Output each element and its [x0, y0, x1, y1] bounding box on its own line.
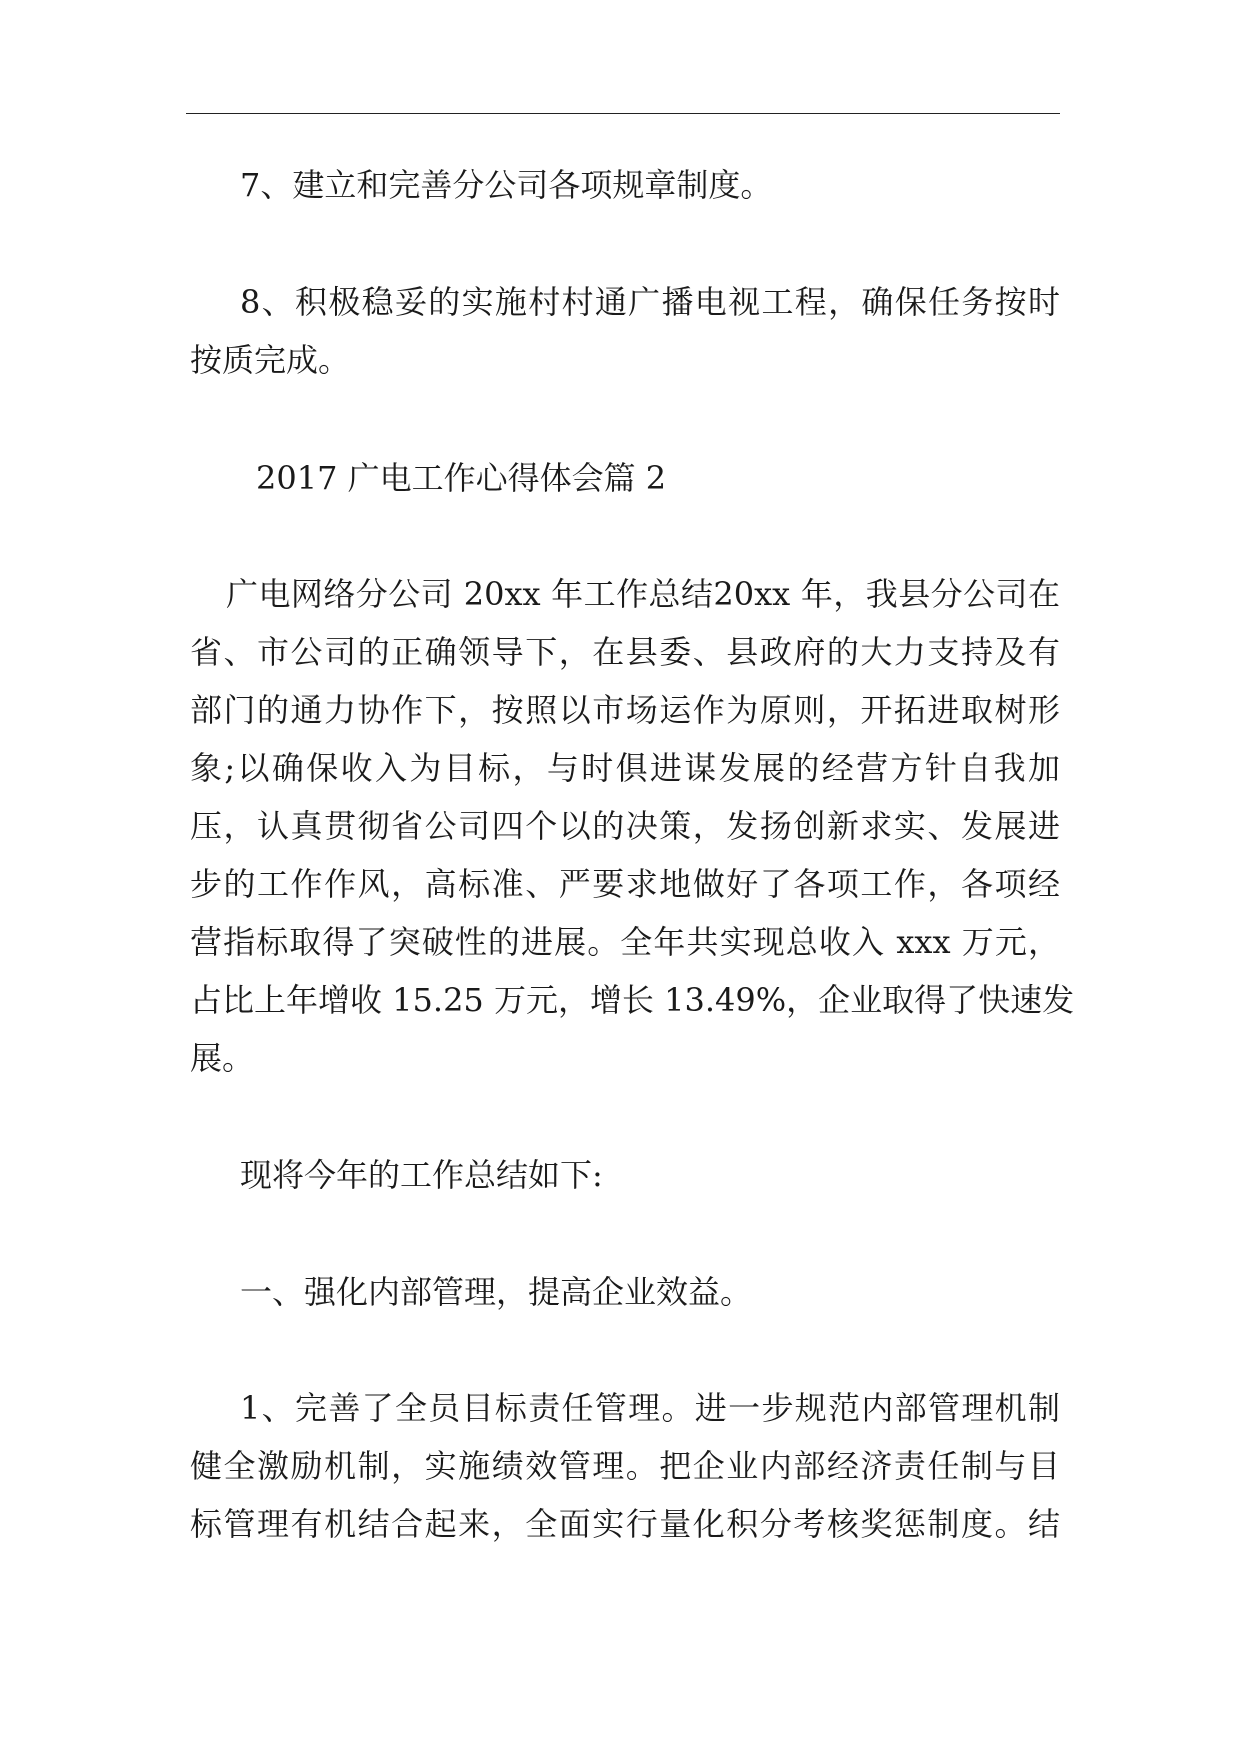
item-8-line-2: 按质完成。: [190, 341, 351, 379]
section-title: 2017 广电工作心得体会篇 2: [256, 459, 667, 497]
part-one-heading: 一、强化内部管理，提高企业效益。: [240, 1273, 753, 1311]
paragraph-line: 标管理有机结合起来，全面实行量化积分考核奖惩制度。结: [190, 1505, 1060, 1543]
paragraph-line: 健全激励机制，实施绩效管理。把企业内部经济责任制与目: [190, 1447, 1060, 1485]
header-rule: [186, 113, 1060, 114]
paragraph-line: 展。: [190, 1039, 255, 1077]
item-7-line: 7、建立和完善分公司各项规章制度。: [240, 166, 773, 204]
paragraph-line: 省、市公司的正确领导下，在县委、县政府的大力支持及有: [190, 633, 1060, 671]
paragraph-line: 占比上年增收 15.25 万元，增长 13.49%，企业取得了快速发: [190, 981, 1075, 1019]
item-8-line-1: 8、积极稳妥的实施村村通广播电视工程，确保任务按时: [240, 283, 1060, 321]
paragraph-line: 1、完善了全员目标责任管理。进一步规范内部管理机制: [240, 1389, 1060, 1427]
paragraph-line: 步的工作作风，高标准、严要求地做好了各项工作，各项经: [190, 865, 1060, 903]
paragraph-line: 压，认真贯彻省公司四个以的决策，发扬创新求实、发展进: [190, 807, 1060, 845]
paragraph-line: 象;以确保收入为目标，与时俱进谋发展的经营方针自我加: [190, 749, 1060, 787]
paragraph-line: 广电网络分公司 20xx 年工作总结20xx 年，我县分公司在: [226, 575, 1060, 613]
paragraph-line: 部门的通力协作下，按照以市场运作为原则，开拓进取树形: [190, 691, 1060, 729]
paragraph-line: 营指标取得了突破性的进展。全年共实现总收入 xxx 万元，: [190, 923, 1060, 961]
intro-line: 现将今年的工作总结如下:: [240, 1156, 603, 1194]
